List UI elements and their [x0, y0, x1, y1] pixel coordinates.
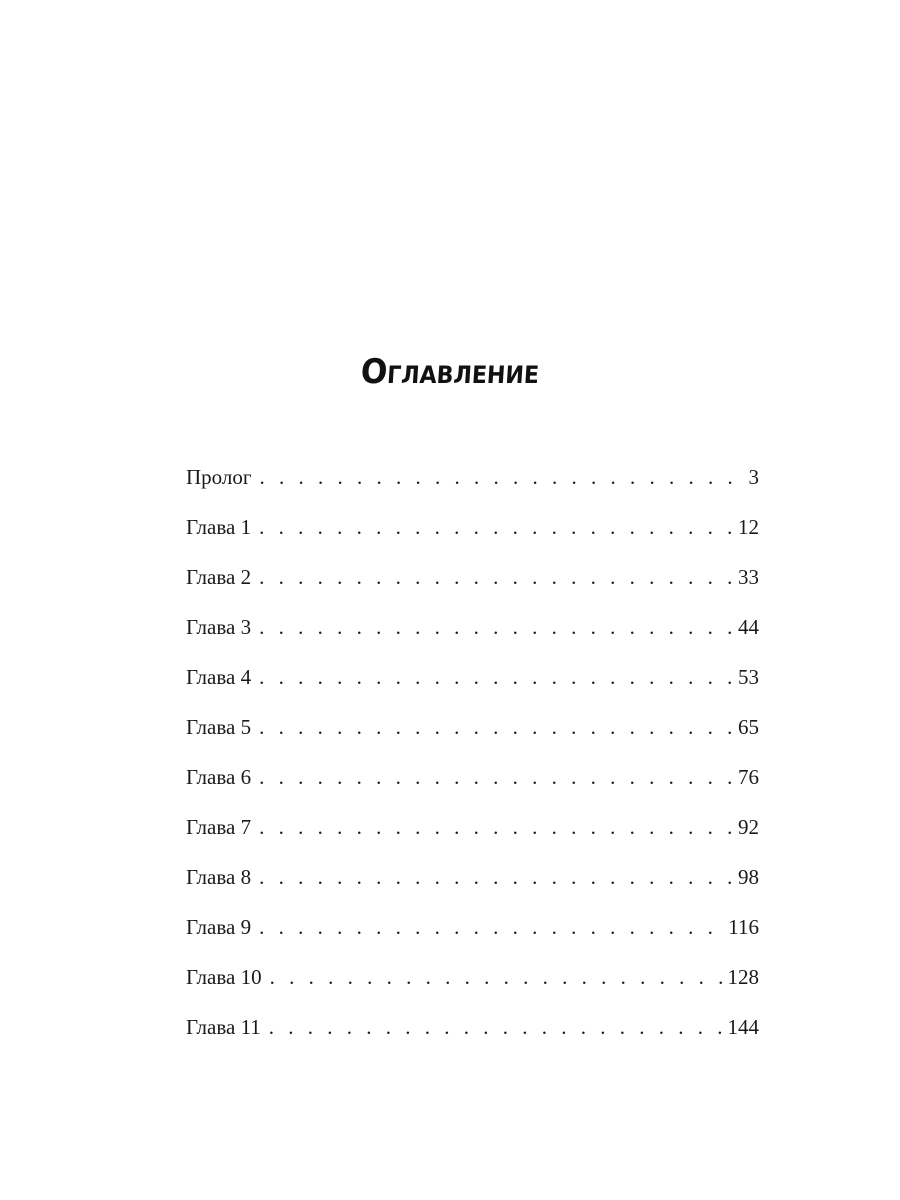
toc-entry-page: 3: [748, 465, 759, 489]
toc-entry-chapter-5: [186, 715, 759, 765]
toc-entry-page: 44: [738, 615, 759, 639]
toc-entry-label: Пролог: [186, 465, 252, 489]
toc-entry-chapter-6: [186, 765, 759, 815]
toc-entry-chapter-3: [186, 615, 759, 665]
dot-leader: [259, 515, 734, 540]
dot-leader: [259, 915, 724, 940]
toc-entry-page: 53: [738, 665, 759, 689]
toc-entry-page: 12: [738, 515, 759, 539]
toc-entry-label: Глава 7: [186, 815, 252, 839]
toc-entry-page: 144: [727, 1015, 759, 1039]
toc-entry-chapter-8: [186, 865, 759, 915]
page-title: Оглавление: [359, 352, 541, 392]
toc-entry-label: Глава 3: [186, 615, 252, 639]
toc-entry-page: 33: [738, 565, 759, 589]
toc-entry-chapter-4: [186, 665, 759, 715]
toc-entry-page: 92: [738, 815, 759, 839]
toc-entry-label: Глава 8: [186, 865, 252, 889]
toc-entry-label: Глава 9: [186, 915, 252, 939]
dot-leader: [259, 715, 734, 740]
dot-leader: [270, 965, 724, 990]
toc-entry-chapter-7: [186, 815, 759, 865]
dot-leader: [259, 615, 734, 640]
dot-leader: [259, 765, 734, 790]
toc-entry-prologue: [186, 465, 759, 515]
dot-leader: [259, 465, 744, 490]
toc-entry-label: Глава 5: [186, 715, 252, 739]
dot-leader: [259, 815, 734, 840]
dot-leader: [259, 565, 734, 590]
toc-entry-page: 65: [738, 715, 759, 739]
toc-entry-chapter-10: [186, 965, 759, 1015]
toc-entry-label: Глава 4: [186, 665, 252, 689]
dot-leader: [259, 665, 734, 690]
toc-entry-label: Глава 11: [186, 1015, 261, 1039]
toc-entry-chapter-1: [186, 515, 759, 565]
toc-entry-page: 116: [728, 915, 759, 939]
toc-entry-chapter-2: [186, 565, 759, 615]
toc-entry-label: Глава 10: [186, 965, 262, 989]
toc-entry-page: 98: [738, 865, 759, 889]
toc-entry-page: 128: [727, 965, 759, 989]
dot-leader: [269, 1015, 724, 1040]
toc-entry-page: 76: [738, 765, 759, 789]
toc-entry-label: Глава 1: [186, 515, 252, 539]
toc-entry-chapter-9: [186, 915, 759, 965]
toc-entry-chapter-11: [186, 1015, 759, 1065]
toc-entry-label: Глава 6: [186, 765, 252, 789]
toc-entry-label: Глава 2: [186, 565, 252, 589]
dot-leader: [259, 865, 734, 890]
table-of-contents: [186, 465, 759, 1065]
